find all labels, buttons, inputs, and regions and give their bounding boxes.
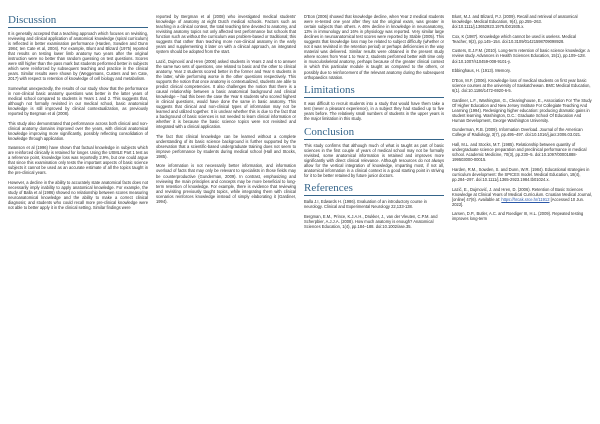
reference-item: Gardiner, L.F., Washington, G., Clearinghouse, E., Association For The Study Of Higher Education and New Jersey Institute For Collegiate Teaching And Learning (1994). Redesigning higher education: producing dramatic gains in student learning. Washington, D.C.: Graduate School Of Education And Human Development, George Washington University. (452, 97, 592, 123)
conclusion-heading: Conclusion (304, 126, 444, 140)
reference-item: D'Eon, M.F. (2006). Knowledge loss of medical students on first year basic science courses at the university of Saskatchewan. BMC Medical Education, 6(1). doi:10.1186/1472-6920-6-5. (452, 77, 591, 93)
column-2 (156, 14, 296, 418)
reference-item-with-link (452, 187, 592, 207)
discussion-paragraph: However, a decline in the ability to accurately state anatomical facts does not necessarily imply inability to apply anatomical knowledge. For example, the study of Balla et al (1986) showed no relationship between scores measuring neuroanatomical knowledge and the ability to make a correct clinical diagnosis; and students who could recall more pre-clinical knowledge were not able to better apply it in the clinical setting. Similar findings were (8, 179, 148, 211)
reference-item: Hall, M.L. and Stocks, M.T. (1985). Relationship between quantity of undergraduate science preparation and preclinical performance in medical school. Academic Medicine, 70(3), pp.230–5. doi:10.1097/00001888-199503000-00015. (452, 142, 587, 163)
discussion-paragraph: D'Eon (2006) showed that knowledge decline, when Year 2 medical students were re-tested one year after they sat the original exam, was greater in certain subjects than others. A 46% decline in knowledge in neuroanatomy, 13% in immunology and 16% in physiology was reported. Very similar large declines in neuroanatomical test scores were reported by Stable (2005). This suggests that knowledge loss may be related to subject difficulty (whether or not it was revisited in the retention period) or perhaps deficiencies in the way material was delivered. Similar results were obtained in the present study where scores from Year 1 to Year 2, students performed better with time only in musculoskeletal anatomy, perhaps because of the greater clinical context in which this particular module is taught as compared to the others, or possibly due to reinforcement of the relevant anatomy during the subsequent orthopaedics rotation. (304, 14, 444, 80)
discussion-paragraph: The fact that clinical knowledge can be learned without a complete understanding of its basic science background is further supported by the observation that a scientific-based undergraduate training does not seem to improve performance by students during medical school (Hall and Stocks, 1985). (156, 133, 296, 159)
reference-item: Balla J.I, Edwards H. (1986). Evaluation of an introductory course in neurology. Clinical and Experimental Neurology 22,133-138. (304, 199, 427, 210)
reference-item: Larsen, D.P., Butler, A.C. and Roediger III, H.L. (2009). Repeated testing improves long-term (452, 211, 584, 222)
reference-item: Harden, R.M., Sowden, S. and Dunn, W.R. (1984). Educational strategies in curriculum development: the SPICES model. Medical Education, 18(4), pp.284–297. doi:10.1111/j.1365-2923.1984.tb01024.x. (452, 166, 590, 182)
reference-item: Cox, K (1987). Knowledge which cannot be used is useless. Medical Teacher, 9(2), pp.145–154. doi:10.3109/01421598709098928. (452, 33, 577, 44)
column-3 (304, 14, 444, 418)
limitations-paragraph: It was difficult to recruit students into a study that would have them take a test (never a pleasant experience), in a subject they had studied up to five years before. The relatively small numbers of students in the upper years is the major limitation in this study. (304, 101, 444, 122)
reference-item: Bergman, E.M., Prince, K.J.A.H., Drukker, J., van der Vleuten, C.P.M. and Scherpbier, A.J.J.A. (2008). How much anatomy is enough? Anatomical Sciences Education, 1(4), pp.184–188. doi:10.1002/ase.35. (304, 213, 438, 229)
discussion-paragraph: This study also demonstrated that performance across both clinical and non-clinical anatomy domains improved over the years, with clinical anatomical knowledge improving more significantly, possibly reflecting consolidation of knowledge through application. (8, 120, 148, 141)
reference-item: Gunderman, R.B. (2009). Information Overload. Journal of the American College of Radiology, 3(7), pp.495–497. doi:10.1016/j.jacr.2006.03.021. (452, 127, 583, 138)
discussion-paragraph: reported by Bergman et al (2008) who investigated medical students' knowledge of anatomy at eight Dutch medical schools. Factors such as teaching in a clinical context, the total teaching time devoted to anatomy, and revisiting anatomy topics not only affected test performance but schools that function such as without the curriculum was problem-based or traditional; this suggests that rather than teaching more non-clinical anatomy in the early years and supplementing it later on with a clinical approach, an integrated system should be adopted from the start. (156, 14, 296, 55)
references-heading: References (304, 182, 444, 196)
discussion-paragraph: It is generally accepted that a teaching approach which focuses on revisiting, reviewing and clinical application of anatomical knowledge (spiral curriculum) is reflected in better examination performance (Harden, Sowden and Dunn 1984; ten Cate et al, 2004). For example, Blunt and Blizard (1975) reported that results on testing lower limb anatomy two years after the original instruction were no better than random guessing on test questions. Scores were still higher than the pass mark but students performed better in subjects which were reinforced by subsequent teaching and practice in the clinical years. Similar results were shown by (Weggemans, Custers and ten Cate, 2017) with respect to retention of knowledge of cell biology and metabolism. (8, 31, 148, 82)
conclusion-paragraph: This study confirms that although much of what is taught as part of basic sciences in the first couple of years of medical school may not be formally revisited, some anatomical information is retained and improves more significantly with direct clinical relevance. Although resources do not always allow for the vertical integration of knowledge, imparting most, if not all, anatomical information in a clinical context is a good starting point in striving for it to be better retained by future junior doctors. (304, 142, 444, 178)
limitations-heading: Limitations (304, 84, 444, 98)
reference-item: Custers, E.J.F.M. (2010). Long-term retention of basic science knowledge: a review study. Advances in Health Sciences Education, 15(1), pp.109–128. doi:10.1007/s10459-008-9101-y. (452, 48, 590, 64)
reference-accessed: [Accessed 10 Jun. 2022]. (452, 196, 585, 207)
reference-item: Blunt, M.J. and Blizard, P.J. (2009). Recall and retrieval of anatomical knowledge. Medical Education, 9(4), pp.255–263. doi:10.1111/j.13652923.1975.tb01935.x. (452, 14, 578, 30)
discussion-paragraph: Swanson et al (1996) have shown that factual knowledge in subjects which are reinforced clinically is retained for longer. Using the USMLE Part 1 test as a reference point, knowledge loss was reportedly 2.9%, but one could argue that since this examination only tests the important aspects of basic science subjects it cannot be used as an accurate estimate of all the topics taught in the pre-clinical years. (8, 145, 148, 176)
column-4 (452, 14, 592, 418)
reference-item: Ebbinghaus, H. (1913). Memory. (452, 68, 511, 74)
discussion-heading: Discussion (8, 14, 148, 28)
reference-text: Lazić, E., Dujmović, J. and Hren, D. (2006). Retention of Basic Sciences Knowledge at Clinical Years of Medical Curriculum. Croatian Medical Journal, [online] 47(6). Available at: (452, 186, 592, 202)
discussion-paragraph: Somewhat unexpectedly, the results of our study show that the performance in non-clinical basic anatomy questions was better in the latter years of medical school compared to students in Years 1 and 2. This suggests that, although not formally revisited in our medical school, basic anatomical knowledge is still improved by clinical contextualization, as previously reported by Bergman et al (2008). (8, 85, 148, 117)
column-1 (8, 14, 148, 418)
discussion-paragraph: More information is not necessarily better information, and information overload of facts that may only be relevant to specialists in those fields may be counterproductive (Gunderman, 2009). In contrast, emphasizing and reviewing the main principles and concepts may be more beneficial to long-term retention of knowledge. For example, there is evidence that reviewing and revisiting previously taught topics, while integrating them with clinical scenarios reinforces knowledge instead of simply elaborating it (Gardiner, 1994). (156, 163, 296, 204)
discussion-paragraph: Lazić, Dujmović and Hren (2006) asked students in Years 2 and 6 to answer the same two sets of questions, one related to basic and the other to clinical anatomy. Year 2 students scored better in the former and Year 6 students in the latter, while performing worse in the other questions respectively. This supports the notion that once anatomy is contextualized, students are able to predict clinical competencies. It also challenges the notion that there is a causal relationship between a basic anatomical background and clinical knowledge – had this been the case the Year 6 students who scored highest in clinical questions, would have done the same in basic anatomy. This suggests that clinical and non-clinical types of information may not be learned and utilized together. It is unclear whether this is due to the fact that a background of basic sciences is not needed to learn clinical information or whether it is because the basic science topics were not revisited and integrated with a clinical application. (156, 58, 296, 130)
reference-link[interactable]: https://hrcak.srce.hr/11912 (501, 196, 550, 202)
